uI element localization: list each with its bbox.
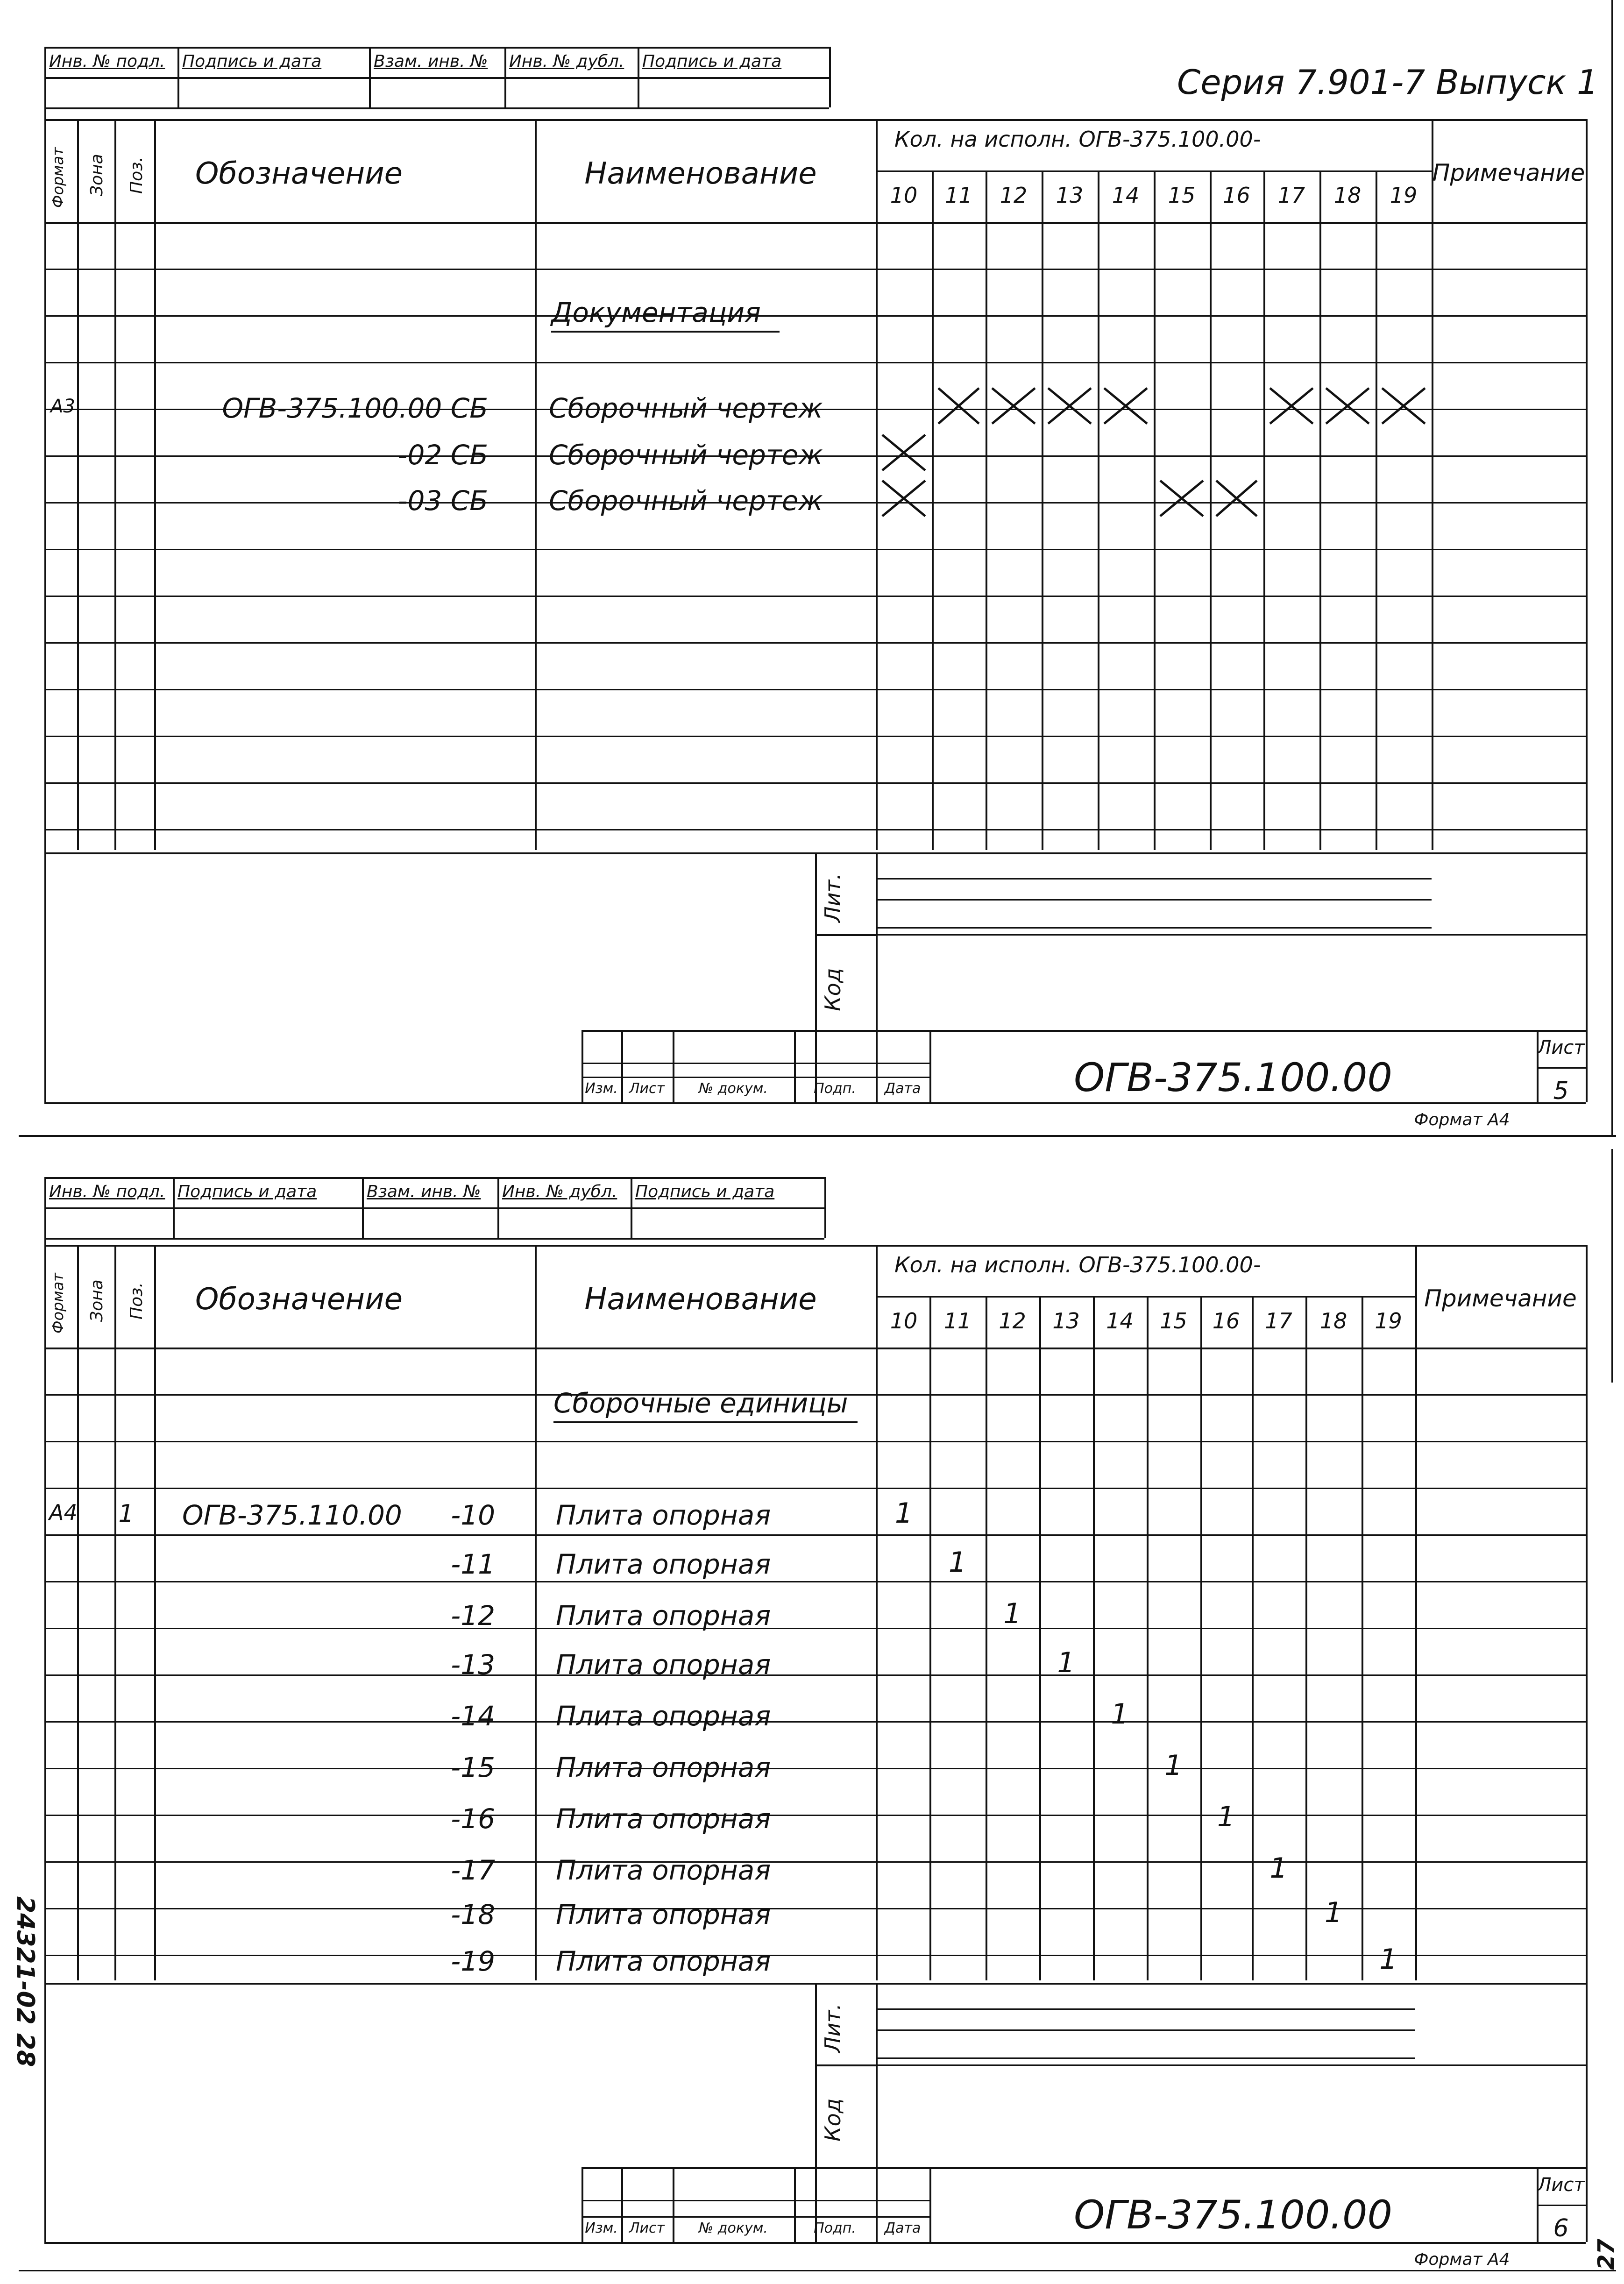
header-bottom-line <box>44 222 1586 224</box>
title-designation: ОГВ-375.100.00 <box>1074 1055 1392 1100</box>
table-right-border <box>1586 1245 1588 2242</box>
title-mid-line <box>582 2200 929 2201</box>
right-edge-line-2 <box>1611 1149 1613 1383</box>
row-suffix: -17 <box>451 1854 495 1886</box>
title-mid-line <box>582 1063 929 1064</box>
cross-mark-19 <box>1379 385 1428 426</box>
stamp-bottom-line <box>44 107 829 109</box>
exec-column-line <box>1039 1296 1041 1980</box>
title-col-line <box>876 1030 878 1102</box>
column-line <box>535 119 537 850</box>
stamp-col-line <box>44 1177 46 1238</box>
column-line <box>154 1245 156 1980</box>
sheet-num-mid-line <box>1537 1067 1586 1069</box>
note-column-line <box>1415 1245 1417 1980</box>
stamp-col-line <box>173 1177 175 1238</box>
cross-mark-15 <box>1157 478 1206 519</box>
exec-col-18: 18 <box>1319 1308 1347 1334</box>
cross-mark-17 <box>1267 385 1316 426</box>
header-format: Формат <box>49 147 67 208</box>
stamp-cell-label: Подпись и дата <box>642 52 782 71</box>
header-name: Наименование <box>584 156 817 191</box>
cross-mark-14 <box>1101 385 1150 426</box>
sheet-num-mid-line <box>1537 2205 1586 2206</box>
stamp-mid-line <box>44 77 829 79</box>
row-suffix: -19 <box>451 1945 495 1977</box>
header-zone: Зона <box>87 1279 106 1322</box>
row-qty-15: 1 <box>1164 1749 1183 1782</box>
table-top-border <box>44 119 1586 121</box>
row-designation: -03 СБ <box>397 485 488 517</box>
exec-col-12: 12 <box>1000 183 1028 208</box>
exec-col-17: 17 <box>1277 183 1305 208</box>
lit-grid-line <box>876 899 1432 901</box>
stamp-cell-label: Инв. № дубл. <box>509 52 624 71</box>
format-label: Формат А4 <box>1414 2250 1510 2269</box>
stamp-top-line <box>44 1177 824 1179</box>
stamp-col-line <box>177 47 179 107</box>
exec-column-line <box>1362 1296 1363 1980</box>
title-block-top-line <box>582 2167 932 2169</box>
table-bottom-border <box>44 2242 1586 2244</box>
table-row-line <box>44 1955 1586 1956</box>
header-designation: Обозначение <box>195 156 403 191</box>
exec-column-line <box>1263 170 1265 850</box>
title-block-top-line-r <box>929 2167 1586 2169</box>
row-designation: ОГВ-375.100.00 СБ <box>222 392 488 424</box>
exec-column-line <box>986 170 987 850</box>
header-name: Наименование <box>584 1282 817 1317</box>
qty-group-line <box>876 1296 1415 1298</box>
exec-col-10: 10 <box>890 183 918 208</box>
stamp-col-line <box>44 47 46 107</box>
table-row-line <box>44 1534 1586 1536</box>
lit-grid-line <box>876 927 1432 929</box>
row-suffix: -18 <box>451 1899 495 1930</box>
row-suffix: -11 <box>451 1548 495 1580</box>
exec-column-line <box>1093 1296 1095 1980</box>
title-label-line <box>582 1077 929 1078</box>
exec-column-line <box>1147 1296 1149 1980</box>
code-label: Код <box>820 968 845 1011</box>
row-suffix: -15 <box>451 1752 495 1783</box>
title-col-label: Дата <box>884 1080 921 1097</box>
sheet-number: 6 <box>1553 2214 1569 2242</box>
table-row-line <box>44 596 1586 597</box>
title-col-label: № докум. <box>699 1080 768 1097</box>
code-top-line <box>876 934 1586 936</box>
lit-grid-line <box>876 878 1432 880</box>
lit-left-line <box>815 852 817 1102</box>
row-qty-11: 1 <box>948 1546 967 1579</box>
right-edge-line <box>1611 0 1613 1135</box>
row-qty-10: 1 <box>894 1497 913 1530</box>
section-title-documentation: Документация <box>551 299 780 333</box>
exec-column-line <box>1319 170 1321 850</box>
title-col-line <box>929 2167 931 2242</box>
table-row-line <box>44 829 1586 830</box>
stamp-col-line <box>362 1177 364 1238</box>
exec-column-line <box>1305 1296 1307 1980</box>
row-qty-18: 1 <box>1324 1896 1343 1929</box>
cross-mark-18 <box>1323 385 1372 426</box>
header-zone: Зона <box>87 154 106 196</box>
sheet-divider <box>19 1135 1616 1137</box>
row-name: Сборочный чертеж <box>549 439 823 471</box>
exec-col-10: 10 <box>890 1308 918 1334</box>
row-name: Плита опорная <box>556 1854 771 1886</box>
exec-col-13: 13 <box>1052 1308 1080 1334</box>
stamp-cell-label: Взам. инв. № <box>367 1182 481 1201</box>
header-designation: Обозначение <box>195 1282 403 1317</box>
exec-col-11: 11 <box>945 183 972 208</box>
exec-col-13: 13 <box>1056 183 1084 208</box>
exec-column-line <box>1210 170 1212 850</box>
cross-mark-16 <box>1213 478 1260 519</box>
table-row-line <box>44 1488 1586 1489</box>
column-line <box>77 1245 79 1980</box>
table-row-line <box>44 315 1586 317</box>
row-format: А4 <box>49 1500 78 1525</box>
row-name: Сборочный чертеж <box>549 485 823 517</box>
exec-col-15: 15 <box>1160 1308 1187 1334</box>
bottom-edge-line <box>19 2270 1616 2271</box>
table-row-line <box>44 1441 1586 1442</box>
exec-col-16: 16 <box>1212 1308 1240 1334</box>
title-col-line <box>794 1030 796 1102</box>
stamp-col-line <box>369 47 371 107</box>
header-bottom-line <box>44 1348 1586 1349</box>
exec-column-line <box>1376 170 1377 850</box>
row-qty-19: 1 <box>1379 1943 1397 1976</box>
row-name: Плита опорная <box>556 1649 771 1681</box>
title-col-line <box>876 2167 878 2242</box>
exec-column-line <box>1042 170 1043 850</box>
header-qty-group: Кол. на исполн. ОГВ-375.100.00- <box>894 127 1261 152</box>
title-col-line <box>929 1030 931 1102</box>
header-note: Примечание <box>1432 159 1585 186</box>
side-stamp: 24321-02 28 <box>11 1896 39 2067</box>
stamp-col-line <box>824 1177 826 1238</box>
table-row-line <box>44 1861 1586 1863</box>
table-row-line <box>44 642 1586 644</box>
row-suffix: -13 <box>451 1649 495 1681</box>
exec-col-18: 18 <box>1333 183 1362 208</box>
title-block-top-line <box>582 1030 932 1032</box>
stamp-cell-label: Подпись и дата <box>177 1182 317 1201</box>
table-row-line <box>44 1768 1586 1769</box>
title-col-line <box>673 2167 674 2242</box>
row-name: Плита опорная <box>556 1548 771 1580</box>
stamp-col-line <box>631 1177 632 1238</box>
stamp-cell-label: Подпись и дата <box>635 1182 775 1201</box>
header-note: Примечание <box>1424 1285 1577 1312</box>
exec-col-19: 19 <box>1375 1308 1402 1334</box>
sheet-number: 5 <box>1553 1077 1569 1105</box>
title-col-line <box>621 1030 623 1102</box>
stamp-bottom-line <box>44 1238 824 1240</box>
lit-label: Лит. <box>820 2003 845 2053</box>
exec-col-11: 11 <box>943 1308 972 1334</box>
code-top-line <box>876 2064 1586 2066</box>
exec-column-line <box>1252 1296 1254 1980</box>
lit-grid-line <box>876 2029 1415 2031</box>
exec-column-line <box>986 1296 987 1980</box>
title-col-label: Дата <box>884 2220 921 2236</box>
stamp-mid-line <box>44 1207 824 1209</box>
stamp-cell-label: Взам. инв. № <box>374 52 488 71</box>
row-pos: 1 <box>118 1500 134 1528</box>
stamp-cell-label: Инв. № подл. <box>49 1182 165 1201</box>
row-designation: -02 СБ <box>397 439 488 471</box>
row-suffix: -14 <box>451 1700 495 1732</box>
table-row-line <box>44 1815 1586 1816</box>
column-line <box>114 119 116 850</box>
table-row-line <box>44 549 1586 550</box>
exec-col-15: 15 <box>1168 183 1196 208</box>
note-column-line <box>1432 119 1433 850</box>
row-format: А3 <box>50 396 75 417</box>
stamp-col-line <box>497 1177 499 1238</box>
cross-mark-11 <box>936 385 982 426</box>
title-col-label: Подп. <box>814 1080 856 1097</box>
lit-code-divider <box>815 934 876 936</box>
stamp-col-line <box>638 47 639 107</box>
stamp-cell-label: Подпись и дата <box>182 52 322 71</box>
title-col-label: Подп. <box>814 2220 856 2236</box>
table-row-line <box>44 689 1586 690</box>
row-suffix: -10 <box>451 1499 495 1531</box>
code-label: Код <box>820 2098 845 2142</box>
exec-column-line <box>1200 1296 1202 1980</box>
header-qty-group: Кол. на исполн. ОГВ-375.100.00- <box>894 1252 1261 1277</box>
lit-code-divider <box>815 2064 876 2066</box>
table-row-line <box>44 736 1586 737</box>
row-designation-base: ОГВ-375.110.00 <box>182 1499 402 1531</box>
cross-mark-10 <box>879 478 928 519</box>
lit-label: Лит. <box>820 873 845 922</box>
row-qty-16: 1 <box>1217 1801 1235 1833</box>
section-title-assembly-units: Сборочные единицы <box>553 1390 858 1423</box>
table-row-line <box>44 1908 1586 1909</box>
table-row-line <box>44 782 1586 784</box>
title-col-line <box>673 1030 674 1102</box>
title-col-label: Лист <box>629 2220 665 2236</box>
row-name: Плита опорная <box>556 1499 771 1531</box>
row-name: Плита опорная <box>556 1899 771 1930</box>
lower-left-border <box>44 1983 46 2242</box>
row-qty-14: 1 <box>1111 1698 1129 1731</box>
title-block-top-line-r <box>929 1030 1586 1032</box>
header-pos: Поз. <box>127 156 146 194</box>
stamp-cell-label: Инв. № подл. <box>49 52 165 71</box>
row-name: Плита опорная <box>556 1600 771 1631</box>
row-suffix: -16 <box>451 1803 495 1835</box>
column-line <box>154 119 156 850</box>
table-row-line <box>44 1721 1586 1723</box>
stamp-cell-label: Инв. № дубл. <box>502 1182 617 1201</box>
row-name: Плита опорная <box>556 1700 771 1732</box>
header-format: Формат <box>49 1273 67 1334</box>
table-row-line <box>44 1628 1586 1629</box>
table-top-border <box>44 1245 1586 1247</box>
table-row-line <box>44 1581 1586 1582</box>
row-qty-12: 1 <box>1003 1597 1021 1630</box>
table-row-line <box>44 362 1586 363</box>
exec-col-19: 19 <box>1390 183 1418 208</box>
row-name: Плита опорная <box>556 1945 771 1977</box>
row-qty-17: 1 <box>1269 1852 1288 1885</box>
column-line <box>876 1245 878 1980</box>
lit-left-line <box>815 1983 817 2242</box>
lit-grid-line <box>876 2057 1415 2059</box>
title-col-line <box>582 2167 583 2242</box>
title-col-line <box>794 2167 796 2242</box>
column-line <box>876 119 878 850</box>
title-col-label: № докум. <box>699 2220 768 2236</box>
title-col-line <box>621 2167 623 2242</box>
title-label-line <box>582 2216 929 2218</box>
column-line <box>77 119 79 850</box>
exec-col-14: 14 <box>1112 183 1140 208</box>
lit-grid-line <box>876 2008 1415 2010</box>
row-qty-13: 1 <box>1057 1646 1075 1679</box>
title-col-label: Изм. <box>585 1080 618 1097</box>
series-header: Серия 7.901-7 Выпуск 1 <box>1177 63 1598 102</box>
title-col-label: Изм. <box>585 2220 618 2236</box>
sheet-label: Лист <box>1537 2174 1585 2196</box>
lower-left-border <box>44 852 46 1102</box>
exec-col-14: 14 <box>1106 1308 1134 1334</box>
stamp-col-line <box>829 47 831 107</box>
table-bottom-border <box>44 1102 1586 1104</box>
exec-col-16: 16 <box>1223 183 1250 208</box>
sheet-label: Лист <box>1537 1037 1585 1058</box>
stamp-top-line <box>44 47 829 49</box>
corner-page-number: 27 <box>1593 2239 1619 2270</box>
exec-col-17: 17 <box>1265 1308 1292 1334</box>
exec-column-line <box>932 170 934 850</box>
exec-column-line <box>929 1296 931 1980</box>
column-line <box>535 1245 537 1980</box>
table-row-line <box>44 1674 1586 1676</box>
row-name: Сборочный чертеж <box>549 392 823 424</box>
stamp-col-line <box>504 47 506 107</box>
title-col-line <box>582 1030 583 1102</box>
header-pos: Поз. <box>127 1282 146 1319</box>
exec-column-line <box>1154 170 1156 850</box>
cross-mark-10 <box>879 432 928 473</box>
row-name: Плита опорная <box>556 1803 771 1835</box>
cross-mark-12 <box>989 385 1038 426</box>
row-suffix: -12 <box>451 1600 495 1631</box>
title-designation: ОГВ-375.100.00 <box>1074 2192 1392 2238</box>
table-right-border <box>1586 119 1588 1102</box>
format-label: Формат А4 <box>1414 1110 1510 1129</box>
column-line <box>114 1245 116 1980</box>
qty-group-line <box>876 170 1432 172</box>
table-row-line <box>44 269 1586 270</box>
cross-mark-13 <box>1045 385 1094 426</box>
exec-column-line <box>1098 170 1099 850</box>
exec-col-12: 12 <box>999 1308 1026 1334</box>
title-col-label: Лист <box>629 1080 665 1097</box>
row-name: Плита опорная <box>556 1752 771 1783</box>
